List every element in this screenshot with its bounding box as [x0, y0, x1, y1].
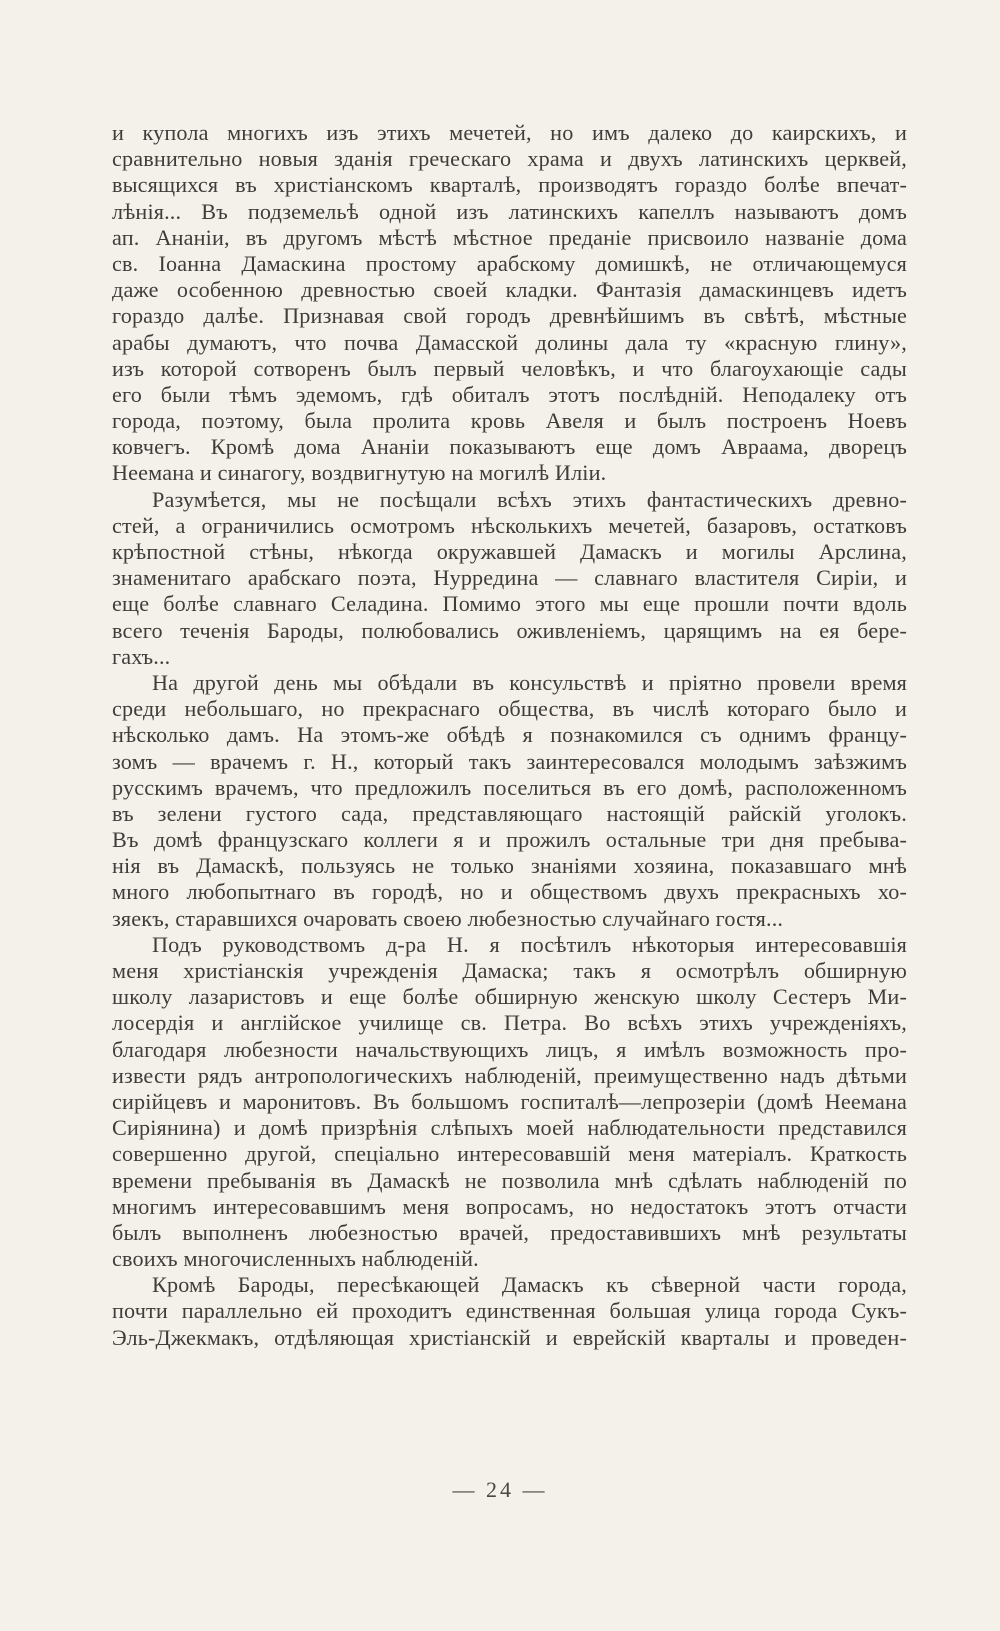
text-line: сравнительно новыя зданія греческаго храма и двухъ латинскихъ церквей, — [112, 146, 907, 172]
text-line: даже особенною древностью своей кладки. Фантазія дамаскинцевъ идетъ — [112, 277, 907, 303]
text-line: Въ домѣ французскаго коллеги я и прожилъ остальные три дня пребыва- — [112, 827, 907, 853]
text-line: изъ которой сотворенъ былъ первый человѣкъ, и что благоухающіе сады — [112, 355, 907, 381]
text-line: совершенно другой, спеціально интересовавшій меня матеріалъ. Краткость — [112, 1141, 907, 1167]
text-line: города, поэтому, была пролита кровь Авеля и былъ построенъ Ноевъ — [112, 408, 907, 434]
text-line: Кромѣ Бароды, пересѣкающей Дамаскъ къ сѣверной части города, — [152, 1272, 907, 1298]
text-line: въ зелени густого сада, представляющаго настоящій райскій уголокъ. — [112, 800, 907, 826]
text-line: ап. Ананіи, въ другомъ мѣстѣ мѣстное преданіе присвоило названіе дома — [112, 224, 907, 250]
text-line: его были тѣмъ эдемомъ, гдѣ обиталъ этотъ послѣдній. Неподалеку отъ — [112, 381, 907, 407]
page-text — [112, 120, 907, 1351]
text-line: ковчегъ. Кромѣ дома Ананіи показываютъ еще домъ Авраама, дворецъ — [112, 434, 907, 460]
text-line: св. Іоанна Дамаскина простому арабскому домишкѣ, не отличающемуся — [112, 250, 907, 276]
text-line: Эль-Джекмакъ, отдѣляющая христіанскій и еврейскій кварталы и проведен- — [112, 1324, 907, 1350]
text-line: много любопытнаго въ городѣ, но и обществомъ двухъ прекрасныхъ хо- — [112, 879, 907, 905]
text-line: Разумѣется, мы не посѣщали всѣхъ этихъ фантастическихъ древно- — [152, 486, 907, 512]
text-line: лосердія и англійское училище св. Петра. Во всѣхъ этихъ учрежденіяхъ, — [112, 1010, 907, 1036]
text-line: нѣсколько дамъ. На этомъ-же обѣдѣ я познакомился съ однимъ францу- — [112, 722, 907, 748]
text-line: всего теченія Бароды, полюбовались оживленіемъ, царящимъ на ея бере- — [112, 617, 907, 643]
text-line: почти параллельно ей проходитъ единственная большая улица города Сукъ- — [112, 1298, 907, 1324]
text-line: зомъ — врачемъ г. Н., который такъ заинтересовался молодымъ заѣзжимъ — [112, 748, 907, 774]
text-line: извести рядъ антропологическихъ наблюденій, преимущественно надъ дѣтьми — [112, 1062, 907, 1088]
text-line: былъ выполненъ любезностью врачей, предоставившихъ мнѣ результаты — [112, 1219, 907, 1245]
text-line: нія въ Дамаскѣ, пользуясь не только знаніями хозяина, показавшаго мнѣ — [112, 853, 907, 879]
text-line: гахъ... — [112, 643, 171, 669]
text-line: знаменитаго арабскаго поэта, Нурредина — славнаго властителя Сиріи, и — [112, 565, 907, 591]
text-line: меня христіанскія учрежденія Дамаска; такъ я осмотрѣлъ обширную — [112, 958, 907, 983]
text-line: русскимъ врачемъ, что предложилъ поселиться въ его домѣ, расположенномъ — [112, 774, 907, 800]
text-line: гораздо далѣе. Признавая свой городъ древнѣйшимъ въ свѣтѣ, мѣстные — [112, 303, 907, 329]
paragraph-3 — [112, 670, 907, 932]
text-line: На другой день мы обѣдали въ консульствѣ и пріятно провели время — [152, 669, 907, 695]
text-line: зяекъ, старавшихся очаровать своею любезностью случайнаго гостя... — [112, 905, 784, 931]
paragraph-5 — [112, 1272, 907, 1351]
paragraph-2 — [112, 487, 907, 670]
text-line: своихъ многочисленныхъ наблюденій. — [112, 1246, 479, 1272]
text-line: Сиріянина) и домѣ призрѣнія слѣпыхъ моей наблюдательности представился — [112, 1115, 907, 1141]
paragraph-4 — [112, 932, 907, 1272]
text-line: Неемана и синагогу, воздвигнутую на могилѣ Иліи. — [112, 460, 607, 486]
text-line: и купола многихъ изъ этихъ мечетей, но имъ далеко до каирскихъ, и — [112, 120, 907, 145]
text-line: стей, а ограничились осмотромъ нѣсколькихъ мечетей, базаровъ, остатковъ — [112, 512, 907, 538]
text-line: высящихся въ христіанскомъ кварталѣ, производятъ гораздо болѣе впечат- — [112, 172, 907, 198]
text-line: арабы думаютъ, что почва Дамасской долины дала ту «красную глину», — [112, 329, 907, 355]
text-line: времени пребыванія въ Дамаскѣ не позволила мнѣ сдѣлать наблюденій по — [112, 1167, 907, 1193]
text-line: еще болѣе славнаго Селадина. Помимо этого мы еще прошли почти вдоль — [112, 591, 907, 617]
text-line: сирійцевъ и маронитовъ. Въ большомъ госпиталѣ—лепрозеріи (домѣ Неемана — [112, 1088, 907, 1114]
text-line: крѣпостной стѣны, нѣкогда окружавшей Дамаскъ и могилы Арслина, — [112, 539, 907, 564]
paragraph-1 — [112, 120, 907, 487]
text-line: многимъ интересовавшимъ меня вопросамъ, но недостатокъ этотъ отчасти — [112, 1193, 907, 1219]
page-number: — 24 — — [452, 1477, 548, 1502]
text-line: среди небольшаго, но прекраснаго общества, въ числѣ котораго было и — [112, 696, 907, 722]
text-line: Подъ руководствомъ д-ра Н. я посѣтилъ нѣкоторыя интересовавшія — [152, 931, 907, 957]
text-line: благодаря любезности начальствующихъ лицъ, я имѣлъ возможность про- — [112, 1036, 907, 1062]
text-line: лѣнія... Въ подземельѣ одной изъ латинскихъ капеллъ называютъ домъ — [112, 198, 907, 224]
text-line: школу лазаристовъ и еще болѣе обширную женскую школу Сестеръ Ми- — [112, 984, 907, 1010]
